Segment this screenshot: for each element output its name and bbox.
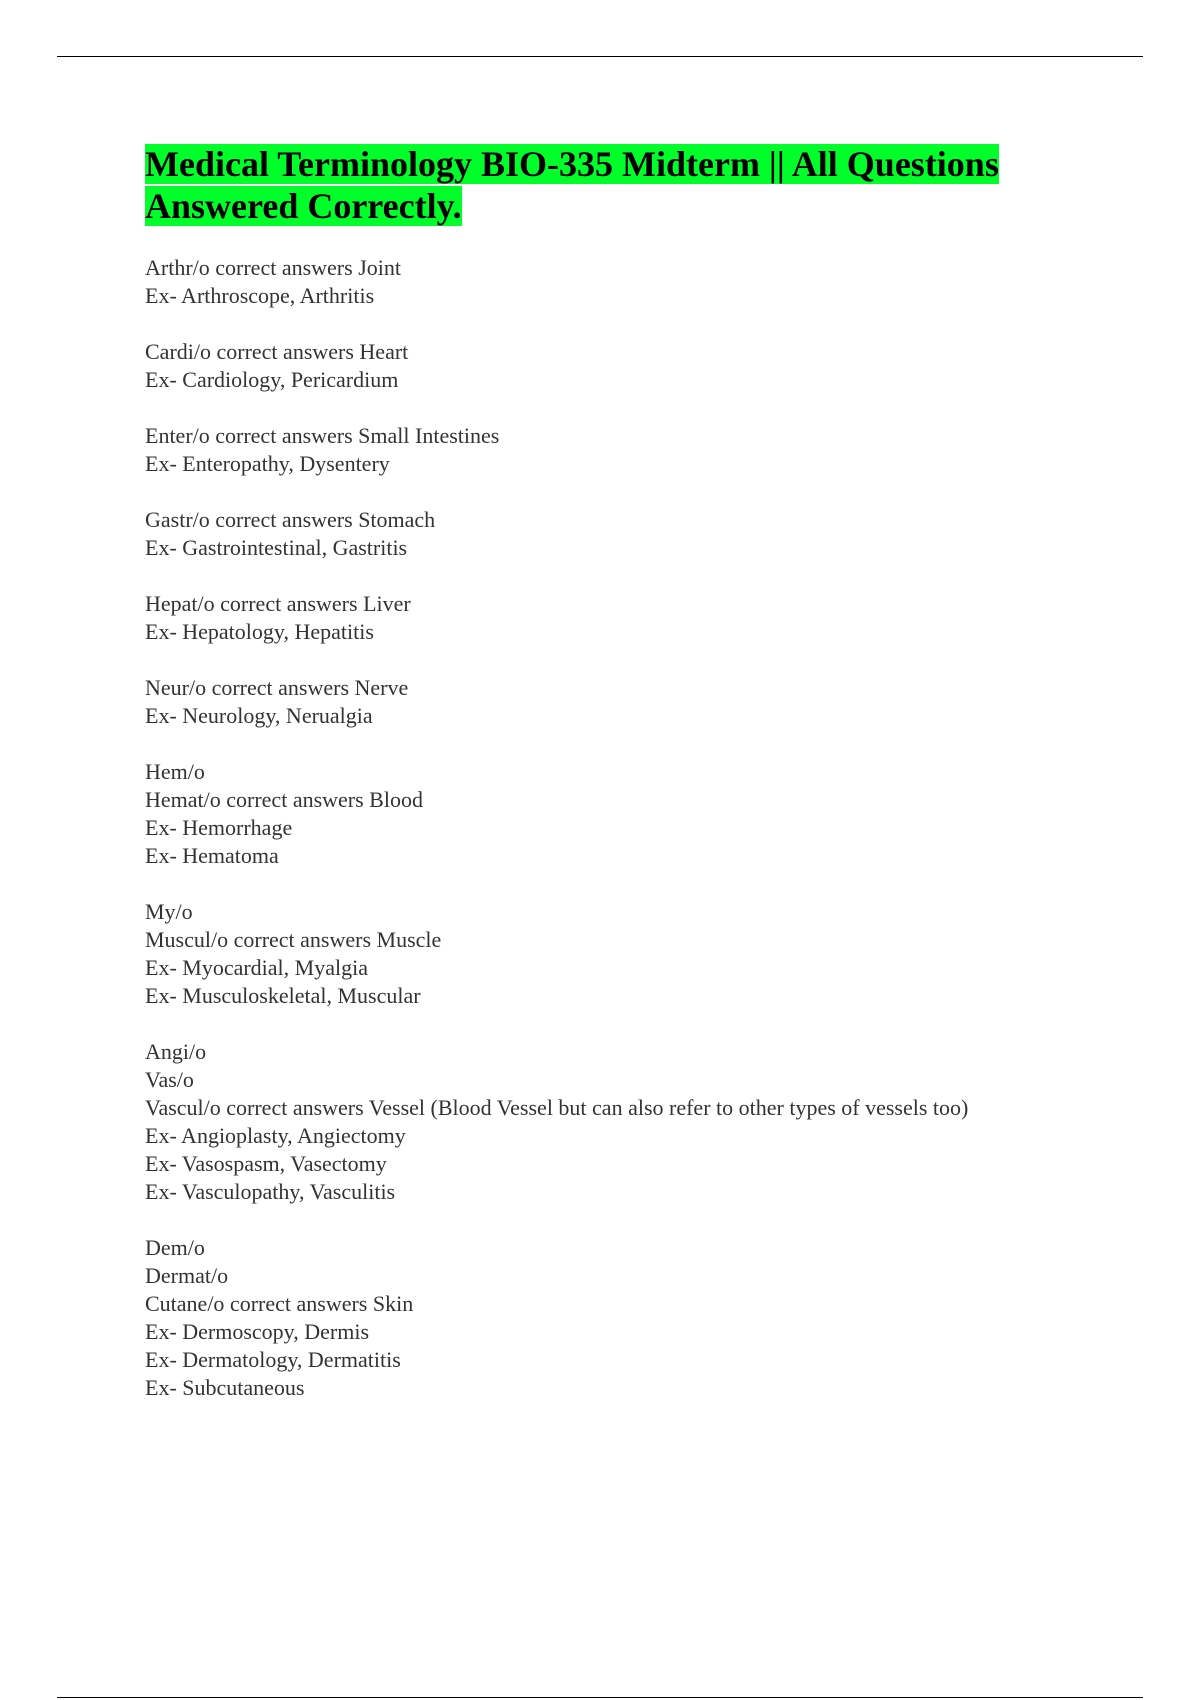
term-line: Dem/o [145,1235,205,1260]
term-entry [145,758,1125,870]
document-title [145,143,1125,227]
term-line: Hem/o [145,759,205,784]
term-entry [145,338,1125,394]
term-entry [145,506,1125,562]
example-line: Ex- Gastrointestinal, Gastritis [145,535,408,560]
term-list [145,254,1125,1402]
example-line: Ex- Myocardial, Myalgia [145,955,368,980]
term-line: Hepat/o correct answers Liver [145,591,411,616]
example-line: Ex- Musculoskeletal, Muscular [145,983,421,1008]
term-line: Vas/o [145,1067,194,1092]
term-line: Enter/o correct answers Small Intestines [145,423,500,448]
example-line: Ex- Cardiology, Pericardium [145,367,399,392]
example-line: Ex- Hemorrhage [145,815,293,840]
term-entry [145,674,1125,730]
example-line: Ex- Dermatology, Dermatitis [145,1347,401,1372]
term-entry [145,1038,1125,1206]
example-line: Ex- Arthroscope, Arthritis [145,283,375,308]
title-highlight: Medical Terminology BIO-335 Midterm || All Questions Answered Correctly. [145,144,999,226]
term-line: Dermat/o [145,1263,229,1288]
example-line: Ex- Subcutaneous [145,1375,305,1400]
example-line: Ex- Vasculopathy, Vasculitis [145,1179,396,1204]
term-entry [145,254,1125,310]
example-line: Ex- Hematoma [145,843,279,868]
term-line: Cutane/o correct answers Skin [145,1291,414,1316]
term-line: Neur/o correct answers Nerve [145,675,409,700]
term-entry [145,898,1125,1010]
term-line: Cardi/o correct answers Heart [145,339,409,364]
term-line: Arthr/o correct answers Joint [145,255,401,280]
term-line: Hemat/o correct answers Blood [145,787,423,812]
footer-rule [57,1697,1143,1698]
example-line: Ex- Dermoscopy, Dermis [145,1319,370,1344]
term-line: Vascul/o correct answers Vessel (Blood Vessel but can also refer to other types of vessels too) [145,1095,969,1120]
term-line: Angi/o [145,1039,207,1064]
term-entry [145,422,1125,478]
example-line: Ex- Angioplasty, Angiectomy [145,1123,406,1148]
example-line: Ex- Hepatology, Hepatitis [145,619,374,644]
term-line: My/o [145,899,193,924]
term-line: Muscul/o correct answers Muscle [145,927,442,952]
term-line: Gastr/o correct answers Stomach [145,507,436,532]
header-rule [57,56,1143,57]
example-line: Ex- Enteropathy, Dysentery [145,451,390,476]
document-body [145,143,1125,1430]
term-entry [145,1234,1125,1402]
term-entry [145,590,1125,646]
example-line: Ex- Vasospasm, Vasectomy [145,1151,387,1176]
example-line: Ex- Neurology, Nerualgia [145,703,373,728]
